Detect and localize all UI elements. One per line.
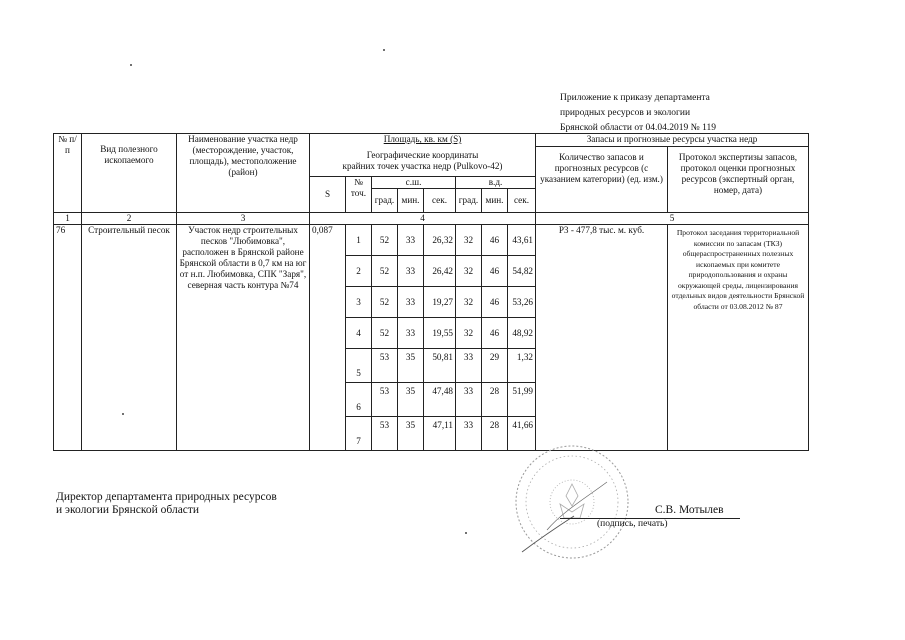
point-5-lat-min: 35 [398,349,424,383]
point-5-lat-deg: 53 [372,349,398,383]
header-reserves-qty: Количество запасов и прогнозных ресурсов (с указанием категории) (ед. изм.) [536,147,668,213]
point-3-lat-deg: 52 [372,287,398,318]
point-7-lat-sec: 47,11 [424,417,456,451]
col-number-2: 2 [82,213,177,225]
scan-speck [122,413,124,415]
col-number-3: 3 [177,213,310,225]
appendix-note-line-1: Приложение к приказу департамента [560,93,710,103]
signatory-title-line-1: Директор департамента природных ресурсов [56,491,277,503]
header-lat-sec: сек. [424,189,456,213]
header-lat: с.ш. [372,177,456,189]
scan-speck [383,49,385,51]
signatory-name: С.В. Мотылев [655,504,724,516]
col-number-5: 5 [536,213,809,225]
header-area-label: Площадь, кв. км (S) [383,134,462,144]
point-3-lat-min: 33 [398,287,424,318]
header-site-name: Наименование участка недр (месторождение, участок, площадь), местоположение (район) [177,134,310,213]
row-protocol: Протокол заседания территориальной комиссии по запасам (ТКЗ) общераспространенных полезных ископаемых при комитете природопользования и охраны окружающей среды, лицензирования отдельных видов деятельности Брянской области от 03.08.2012 № 87 [668,225,809,451]
header-reserves: Запасы и прогнозные ресурсы участка недр [536,134,809,147]
point-7-number: 7 [346,417,372,451]
point-3-lat-sec: 19,27 [424,287,456,318]
header-geo-coords-line-1: Географические координаты [366,150,479,161]
point-3-number: 3 [346,287,372,318]
point-2-lon-deg: 32 [456,256,482,287]
header-lat-min: мин. [398,189,424,213]
point-6-lon-sec: 51,99 [508,383,536,417]
point-7-lat-deg: 53 [372,417,398,451]
point-3-lon-min: 46 [482,287,508,318]
signatory-title-line-2: и экологии Брянской области [56,504,200,516]
row-area-s: 0,087 [310,225,346,451]
point-4-lon-min: 46 [482,318,508,349]
official-seal-stamp [512,442,632,582]
point-1-lon-min: 46 [482,225,508,256]
point-2-lat-min: 33 [398,256,424,287]
point-5-lon-deg: 33 [456,349,482,383]
header-s: S [310,177,346,213]
row-site: Участок недр строительных песков "Любимовка", расположен в Брянской районе Брянской области в 0,7 км на юг от н.п. Любимовка, СПК "Заря", северная часть контура №74 [177,225,310,451]
row-mineral: Строительный песок [82,225,177,451]
point-6-lat-deg: 53 [372,383,398,417]
point-6-lon-deg: 33 [456,383,482,417]
point-7-lon-min: 28 [482,417,508,451]
point-1-lat-deg: 52 [372,225,398,256]
point-2-lat-deg: 52 [372,256,398,287]
header-lon-min: мин. [482,189,508,213]
header-geo-coords-line-2: крайних точек участка недр (Pulkovo-42) [342,161,503,172]
point-2-lat-sec: 26,42 [424,256,456,287]
appendix-note-line-2: природных ресурсов и экологии [560,108,691,118]
point-4-number: 4 [346,318,372,349]
point-5-lat-sec: 50,81 [424,349,456,383]
header-lon-deg: град. [456,189,482,213]
point-5-lon-sec: 1,32 [508,349,536,383]
point-4-lon-sec: 48,92 [508,318,536,349]
point-7-lat-min: 35 [398,417,424,451]
point-4-lat-sec: 19,55 [424,318,456,349]
point-6-lat-min: 35 [398,383,424,417]
point-1-lon-deg: 32 [456,225,482,256]
point-4-lat-min: 33 [398,318,424,349]
col-number-4: 4 [310,213,536,225]
scan-speck [465,532,467,534]
point-6-lon-min: 28 [482,383,508,417]
row-num: 76 [54,225,82,451]
scan-speck [130,64,132,66]
point-1-number: 1 [346,225,372,256]
header-lon: в.д. [456,177,536,189]
point-2-lon-sec: 54,82 [508,256,536,287]
table-row [54,225,809,256]
header-lat-deg: град. [372,189,398,213]
point-3-lon-deg: 32 [456,287,482,318]
signature-caption: (подпись, печать) [597,519,668,529]
header-area [310,134,536,147]
point-5-lon-min: 29 [482,349,508,383]
subsoil-sites-table [53,133,809,451]
point-2-lon-min: 46 [482,256,508,287]
header-mineral: Вид полезного ископаемого [82,134,177,213]
point-4-lon-deg: 32 [456,318,482,349]
header-lon-sec: сек. [508,189,536,213]
point-4-lat-deg: 52 [372,318,398,349]
point-3-lon-sec: 53,26 [508,287,536,318]
point-1-lat-sec: 26,32 [424,225,456,256]
point-7-lon-sec: 41,66 [508,417,536,451]
row-reserves: Р3 - 477,8 тыс. м. куб. [536,225,668,451]
header-point-no: № точ. [346,177,372,213]
point-2-number: 2 [346,256,372,287]
header-num: № п/п [54,134,82,213]
point-5-number: 5 [346,349,372,383]
point-1-lon-sec: 43,61 [508,225,536,256]
appendix-note [560,91,716,136]
point-7-lon-deg: 33 [456,417,482,451]
header-geo-coords [310,147,536,177]
signatory-title [56,491,277,517]
point-6-number: 6 [346,383,372,417]
appendix-note-line-3: Брянской области от 04.04.2019 № 119 [560,123,716,133]
point-1-lat-min: 33 [398,225,424,256]
header-protocol: Протокол экспертизы запасов, протокол оценки прогнозных ресурсов (экспертный орган, номер, дата) [668,147,809,213]
col-number-1: 1 [54,213,82,225]
point-6-lat-sec: 47,48 [424,383,456,417]
